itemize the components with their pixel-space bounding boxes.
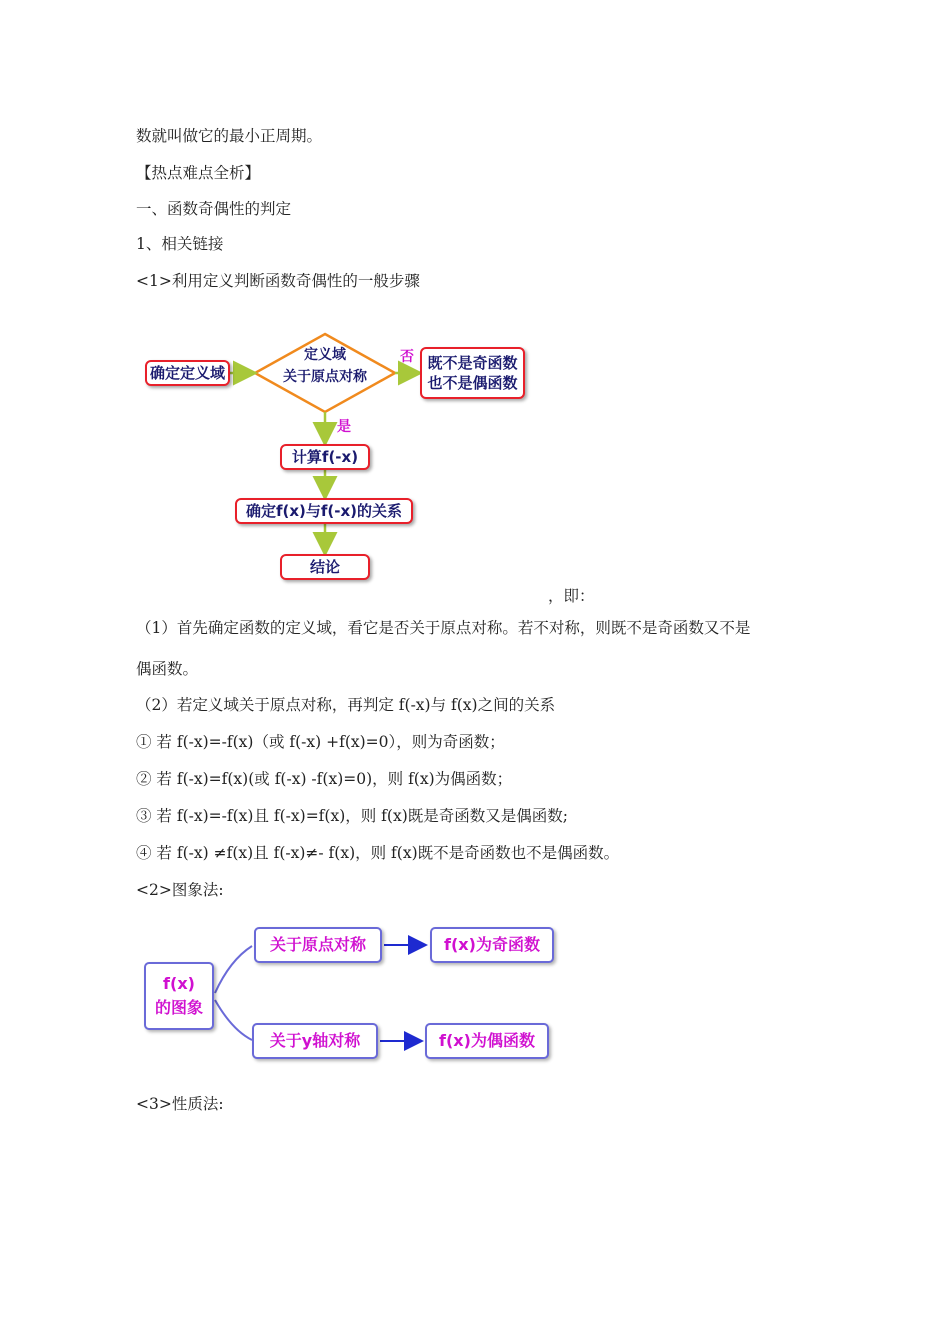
item-heading: 1、相关链接: [136, 235, 224, 253]
section-heading: 【热点难点全析】: [136, 164, 261, 182]
text-line: ，即：: [548, 587, 595, 605]
yes-label: 是: [337, 419, 351, 435]
y-axis-symmetry-box: 关于y轴对称: [252, 1023, 378, 1059]
text-line: 数就叫做它的最小正周期。: [136, 127, 323, 145]
conclusion-box: 结论: [280, 554, 370, 580]
case-3: ③ 若 f(-x)=-f(x)且 f(-x)=f(x)，则 f(x)既是奇函数又是偶函数;: [136, 807, 568, 825]
graph-source-box: [144, 962, 214, 1030]
case-1: ① 若 f(-x)=-f(x)（或 f(-x) +f(x)=0），则为奇函数；: [136, 733, 505, 751]
origin-symmetry-box: 关于原点对称: [254, 927, 382, 963]
method-heading-1: <1>利用定义判断函数奇偶性的一般步骤: [136, 272, 420, 290]
neither-line-2: 也不是偶函数: [427, 374, 518, 392]
branch-bottom: [215, 1000, 252, 1040]
paragraph-2: （2）若定义域关于原点对称，再判定 f(-x)与 f(x)之间的关系: [136, 696, 556, 714]
case-4: ④ 若 f(-x) ≠f(x)且 f(-x)≠- f(x)，则 f(x)既不是奇函数也不是偶函数。: [136, 844, 620, 862]
neither-line-1: 既不是奇函数: [427, 354, 518, 372]
compute-box: 计算f(-x): [280, 444, 370, 470]
paragraph-1: （1）首先确定函数的定义域，看它是否关于原点对称。若不对称，则既不是奇函数又不是: [136, 619, 751, 637]
start-box: 确定定义域: [145, 360, 230, 386]
odd-result-box: f(x)为奇函数: [430, 927, 554, 963]
relation-box: 确定f(x)与f(-x)的关系: [235, 498, 413, 524]
source-line-2: 的图象: [154, 998, 203, 1017]
source-line-1: f(x): [163, 974, 195, 993]
even-result-box: f(x)为偶函数: [425, 1023, 549, 1059]
no-label: 否: [400, 349, 414, 365]
subsection-heading: 一、函数奇偶性的判定: [136, 200, 292, 218]
branch-top: [215, 946, 252, 993]
diamond-line-1: 定义域: [304, 347, 346, 363]
case-2: ② 若 f(-x)=f(x)(或 f(-x) -f(x)=0)，则 f(x)为偶函数；: [136, 770, 513, 788]
method-heading-3: <3>性质法:: [136, 1095, 224, 1113]
paragraph-1-cont: 偶函数。: [136, 660, 199, 678]
diamond-line-2: 关于原点对称: [283, 369, 367, 385]
method-heading-2: <2>图象法:: [136, 881, 224, 899]
